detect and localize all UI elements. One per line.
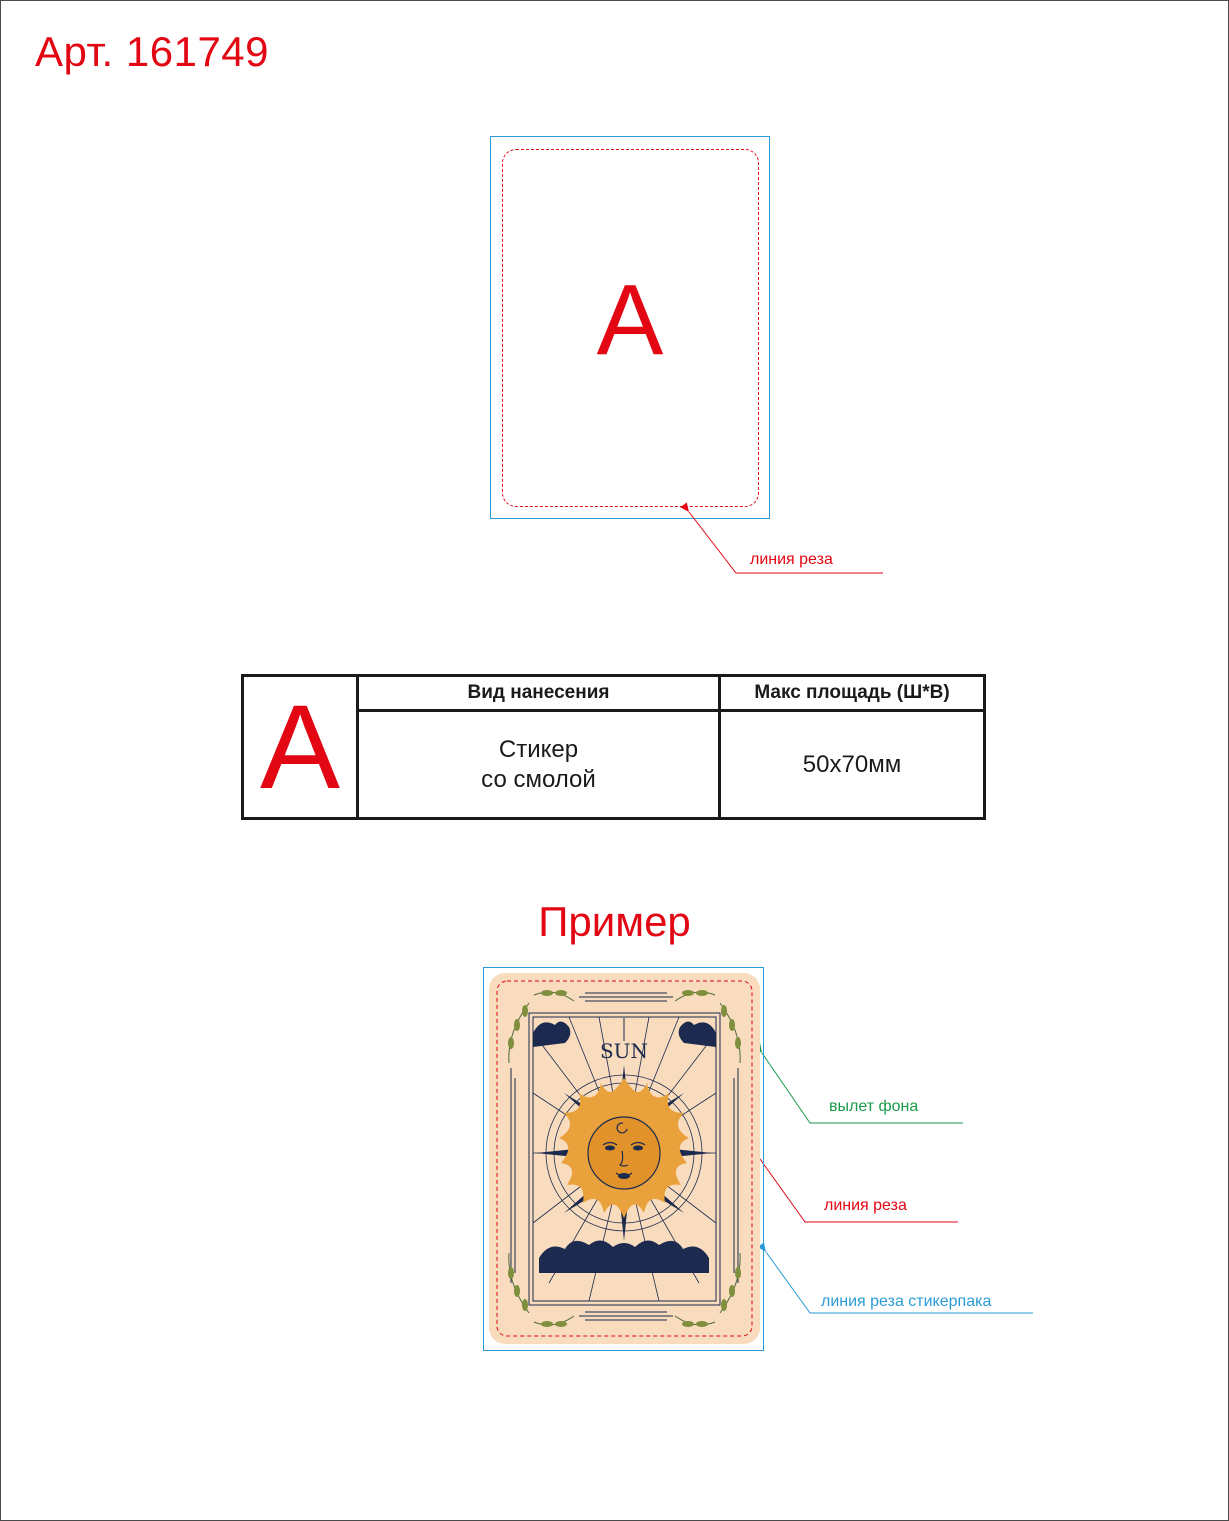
header-application-type: Вид нанесения [358,676,720,711]
sun-tarot-artwork [489,973,760,1344]
article-title: Арт. 161749 [35,28,270,75]
application-type-line1: Стикер [498,735,579,763]
cell-application-type [358,711,720,819]
stickerpack-cut-label: линия реза стикерпака [821,1293,992,1310]
spec-table [241,674,986,820]
zone-letter: A [596,264,664,376]
example-title: Пример [538,898,691,945]
application-type-line2: со смолой [481,765,596,793]
bleed-label: вылет фона [829,1098,919,1115]
spec-zone-letter: A [243,676,358,819]
template-cut-label: линия реза [750,551,833,568]
example-cut-label: линия реза [824,1197,907,1214]
cell-max-area: 50x70мм [720,711,985,819]
artwork-sun-text: SUN [599,1039,649,1063]
header-max-area: Макс площадь (Ш*В) [720,676,985,711]
